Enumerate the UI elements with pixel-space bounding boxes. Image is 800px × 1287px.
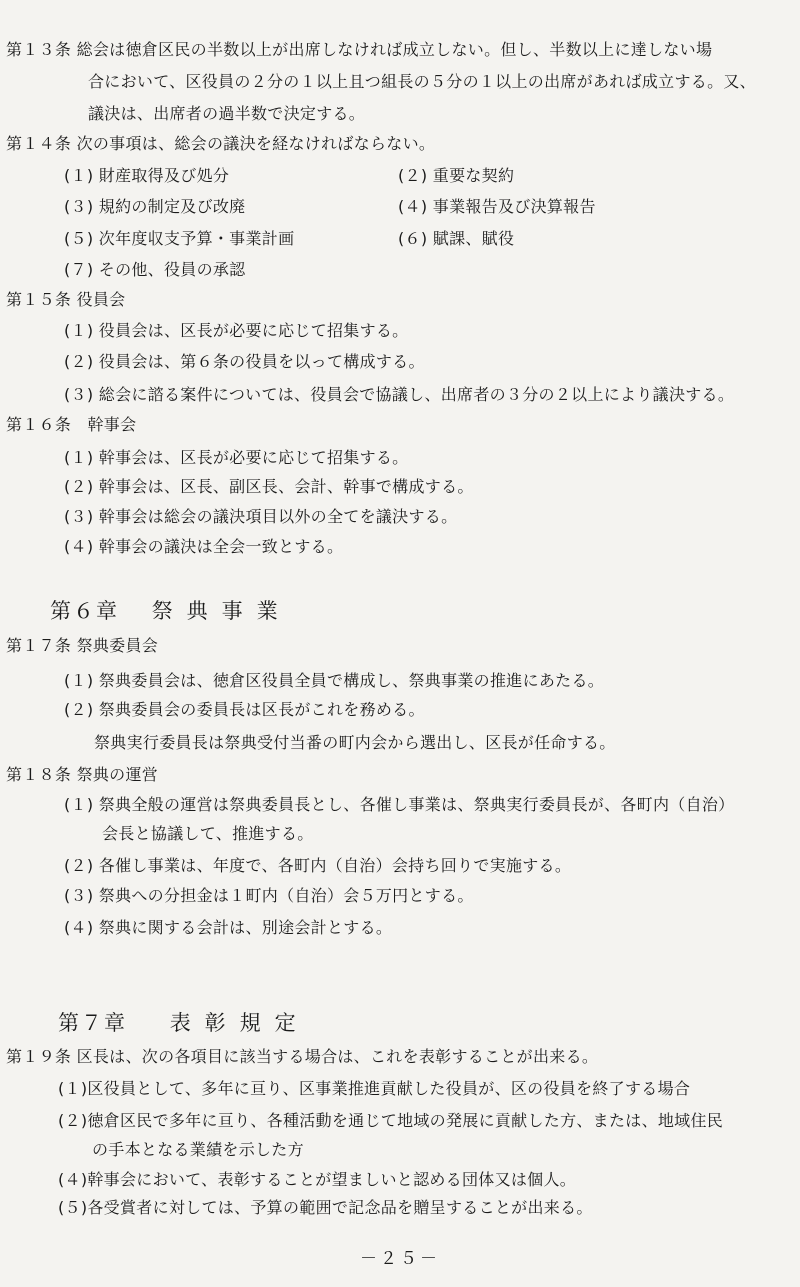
article-14-title: 第１４条 次の事項は、総会の議決を経なければならない。 [6, 134, 436, 153]
page-number: －２５－ [360, 1249, 440, 1269]
article-19-item-2: (２)徳倉区民で多年に亘り、各種活動を通じて地域の発展に貢献した方、または、地域住民 [58, 1111, 724, 1130]
article-17-title: 第１７条 祭典委員会 [6, 636, 159, 655]
article-15-item-3: (３) 総会に諮る案件については、役員会で協議し、出席者の３分の２以上により議決する。 [64, 385, 735, 404]
chapter-6-number: 第６章 [50, 599, 119, 623]
article-15-title: 第１５条 役員会 [6, 290, 126, 309]
article-14-item-4: (４) 事業報告及び決算報告 [398, 197, 596, 216]
article-14-item-5: (５) 次年度収支予算・事業計画 [64, 229, 295, 248]
article-18-title: 第１８条 祭典の運営 [6, 765, 159, 784]
article-15-item-2: (２) 役員会は、第６条の役員を以って構成する。 [64, 352, 425, 371]
article-18-item-3: (３) 祭典への分担金は１町内（自治）会５万円とする。 [64, 886, 474, 905]
article-17-note: 祭典実行委員長は祭典受付当番の町内会から選出し、区長が任命する。 [94, 733, 616, 752]
article-16-title: 第１６条 幹事会 [6, 415, 137, 434]
article-14-item-3: (３) 規約の制定及び改廃 [64, 197, 246, 216]
article-19-item-2-cont: の手本となる業績を示した方 [92, 1140, 304, 1159]
article-19-item-1: (１)区役員として、多年に亘り、区事業推進貢献した役員が、区の役員を終了する場合 [58, 1079, 691, 1098]
article-16-item-3: (３) 幹事会は総会の議決項目以外の全てを議決する。 [64, 507, 458, 526]
article-14-item-1: (１) 財産取得及び処分 [64, 166, 230, 185]
chapter-6-heading [50, 598, 292, 624]
article-14-item-7: (７) その他、役員の承認 [64, 260, 246, 279]
article-16-item-2: (２) 幹事会は、区長、副区長、会計、幹事で構成する。 [64, 477, 474, 496]
article-13-line-3: 議決は、出席者の過半数で決定する。 [88, 104, 366, 123]
chapter-7-title: 表彰規定 [169, 1011, 310, 1035]
article-19-title: 第１９条 区長は、次の各項目に該当する場合は、これを表彰することが出来る。 [6, 1047, 599, 1066]
article-17-item-2: (２) 祭典委員会の委員長は区長がこれを務める。 [64, 700, 425, 719]
article-18-item-1-cont: 会長と協議して、推進する。 [102, 824, 314, 843]
article-14-item-2: (２) 重要な契約 [398, 166, 515, 185]
article-13-line-2: 合において、区役員の２分の１以上且つ組長の５分の１以上の出席があれば成立する。又、 [88, 72, 756, 91]
article-16-item-1: (１) 幹事会は、区長が必要に応じて招集する。 [64, 448, 409, 467]
article-19-item-5: (５)各受賞者に対しては、予算の範囲で記念品を贈呈することが出来る。 [58, 1198, 593, 1217]
article-15-item-1: (１) 役員会は、区長が必要に応じて招集する。 [64, 321, 409, 340]
article-13-line-1: 第１３条 総会は徳倉区民の半数以上が出席しなければ成立しない。但し、半数以上に達しない場 [6, 40, 713, 59]
chapter-7-heading [58, 1010, 310, 1036]
article-18-item-1: (１) 祭典全般の運営は祭典委員長とし、各催し事業は、祭典実行委員長が、各町内（自治） [64, 795, 735, 814]
chapter-7-number: 第７章 [58, 1011, 127, 1035]
article-19-item-4: (４)幹事会において、表彰することが望ましいと認める団体又は個人。 [58, 1170, 577, 1189]
chapter-6-title: 祭典事業 [151, 599, 292, 623]
article-14-item-6: (６) 賦課、賦役 [398, 229, 515, 248]
article-18-item-2: (２) 各催し事業は、年度で、各町内（自治）会持ち回りで実施する。 [64, 856, 572, 875]
article-17-item-1: (１) 祭典委員会は、徳倉区役員全員で構成し、祭典事業の推進にあたる。 [64, 671, 605, 690]
article-18-item-4: (４) 祭典に関する会計は、別途会計とする。 [64, 918, 393, 937]
article-16-item-4: (４) 幹事会の議決は全会一致とする。 [64, 537, 344, 556]
